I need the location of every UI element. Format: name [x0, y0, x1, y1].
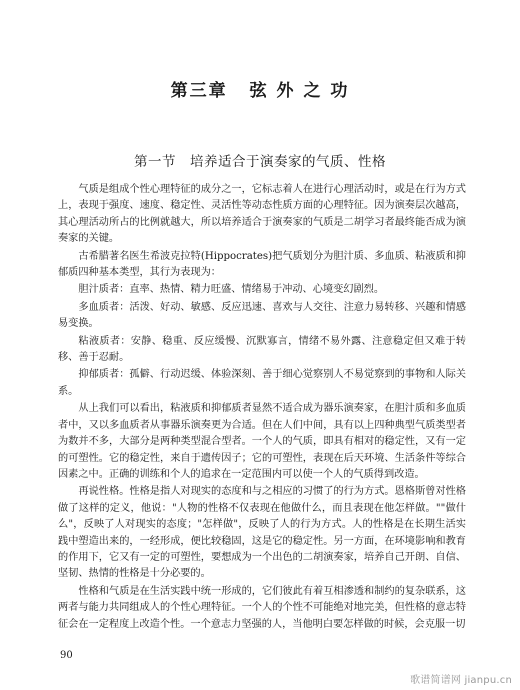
paragraph: 性格和气质是在生活实践中统一形成的，它们彼此有着互相渗透和制约的复杂联系，这两者与能力共同组成人的个性心理特征。一个人的个性不可能绝对地完美，但性格的意志特征会在一定程度上改造个性。一个意志力坚强的人，当他明白要怎样做的时候，会克服一切	[58, 585, 466, 630]
section-number: 第一节	[134, 154, 176, 170]
paragraph: 多血质者：活泼、好动、敏感、反应迅速、喜欢与人交往、注意力易转移、兴趣和情感易变换。	[58, 301, 466, 330]
paragraph: 古希腊著名医生希波克拉特(Hippocrates)把气质划分为胆汁质、多血质、粘液质和抑郁质四种基本类型，其行为表现为：	[58, 250, 466, 279]
paragraph: 再说性格。性格是指人对现实的态度和与之相应的习惯了的行为方式。恩格斯曾对性格做了这样的定义，他说："人物的性格不仅表现在他做什么，而且表现在他怎样做。""做什么"，反映了人对现实的态度；"怎样做"，反映了人的行为方式。人的性格是在长期生活实践中塑造出来的，一经形成，便比较稳固，这是它的稳定性。另一方面，在环境影响和教育的作用下，它又有一定的可塑性，要想成为一个出色的二胡演奏家，培养自己开朗、自信、坚韧、热情的性格是十分必要的。	[58, 486, 466, 580]
chapter-heading	[0, 76, 520, 101]
body-text	[58, 182, 466, 634]
section-title: 培养适合于演奏家的气质、性格	[190, 154, 386, 170]
paragraph: 气质是组成个性心理特征的成分之一，它标志着人在进行心理活动时，或是在行为方式上，表现于强度、速度、稳定性、灵活性等动态性质方面的心理特征。因为演奏层次越高，其心理活动所占的比例就越大，所以培养适合于演奏家的气质是二胡学习者最终能否成为演奏家的关键。	[58, 184, 466, 245]
paragraph: 胆汁质者：直率、热情、精力旺盛、情绪易于冲动、心境变幻剧烈。	[78, 284, 385, 296]
paragraph: 从上我们可以看出，粘液质和抑郁质者显然不适合成为器乐演奏家，在胆汁质和多血质者中，又以多血质者从事器乐演奏更为合适。但在人们中间，具有以上四种典型气质类型者为数并不多，大部分是两种类型混合型者。一个人的气质，即具有相对的稳定性，又有一定的可塑性。它的稳定性，来自于遗传因子；它的可塑性，表现在后天环境、生活条件等综合因素之中。正确的训练和个人的追求在一定范围内可以使一个人的气质得到改造。	[58, 403, 466, 480]
page-number: 90	[60, 650, 73, 661]
section-heading	[0, 150, 520, 170]
site-watermark: 歌谱简谱网 jianpu.cn	[410, 675, 512, 686]
chapter-title: 弦 外 之 功	[249, 81, 350, 101]
paragraph: 粘液质者：安静、稳重、反应缓慢、沉默寡言，情绪不易外露、注意稳定但又难于转移、善于忍耐。	[58, 335, 466, 364]
chapter-number: 第三章	[170, 81, 228, 101]
paragraph: 抑郁质者：孤僻、行动迟缓、体验深刻、善于细心觉察别人不易觉察到的事物和人际关系。	[58, 369, 466, 397]
